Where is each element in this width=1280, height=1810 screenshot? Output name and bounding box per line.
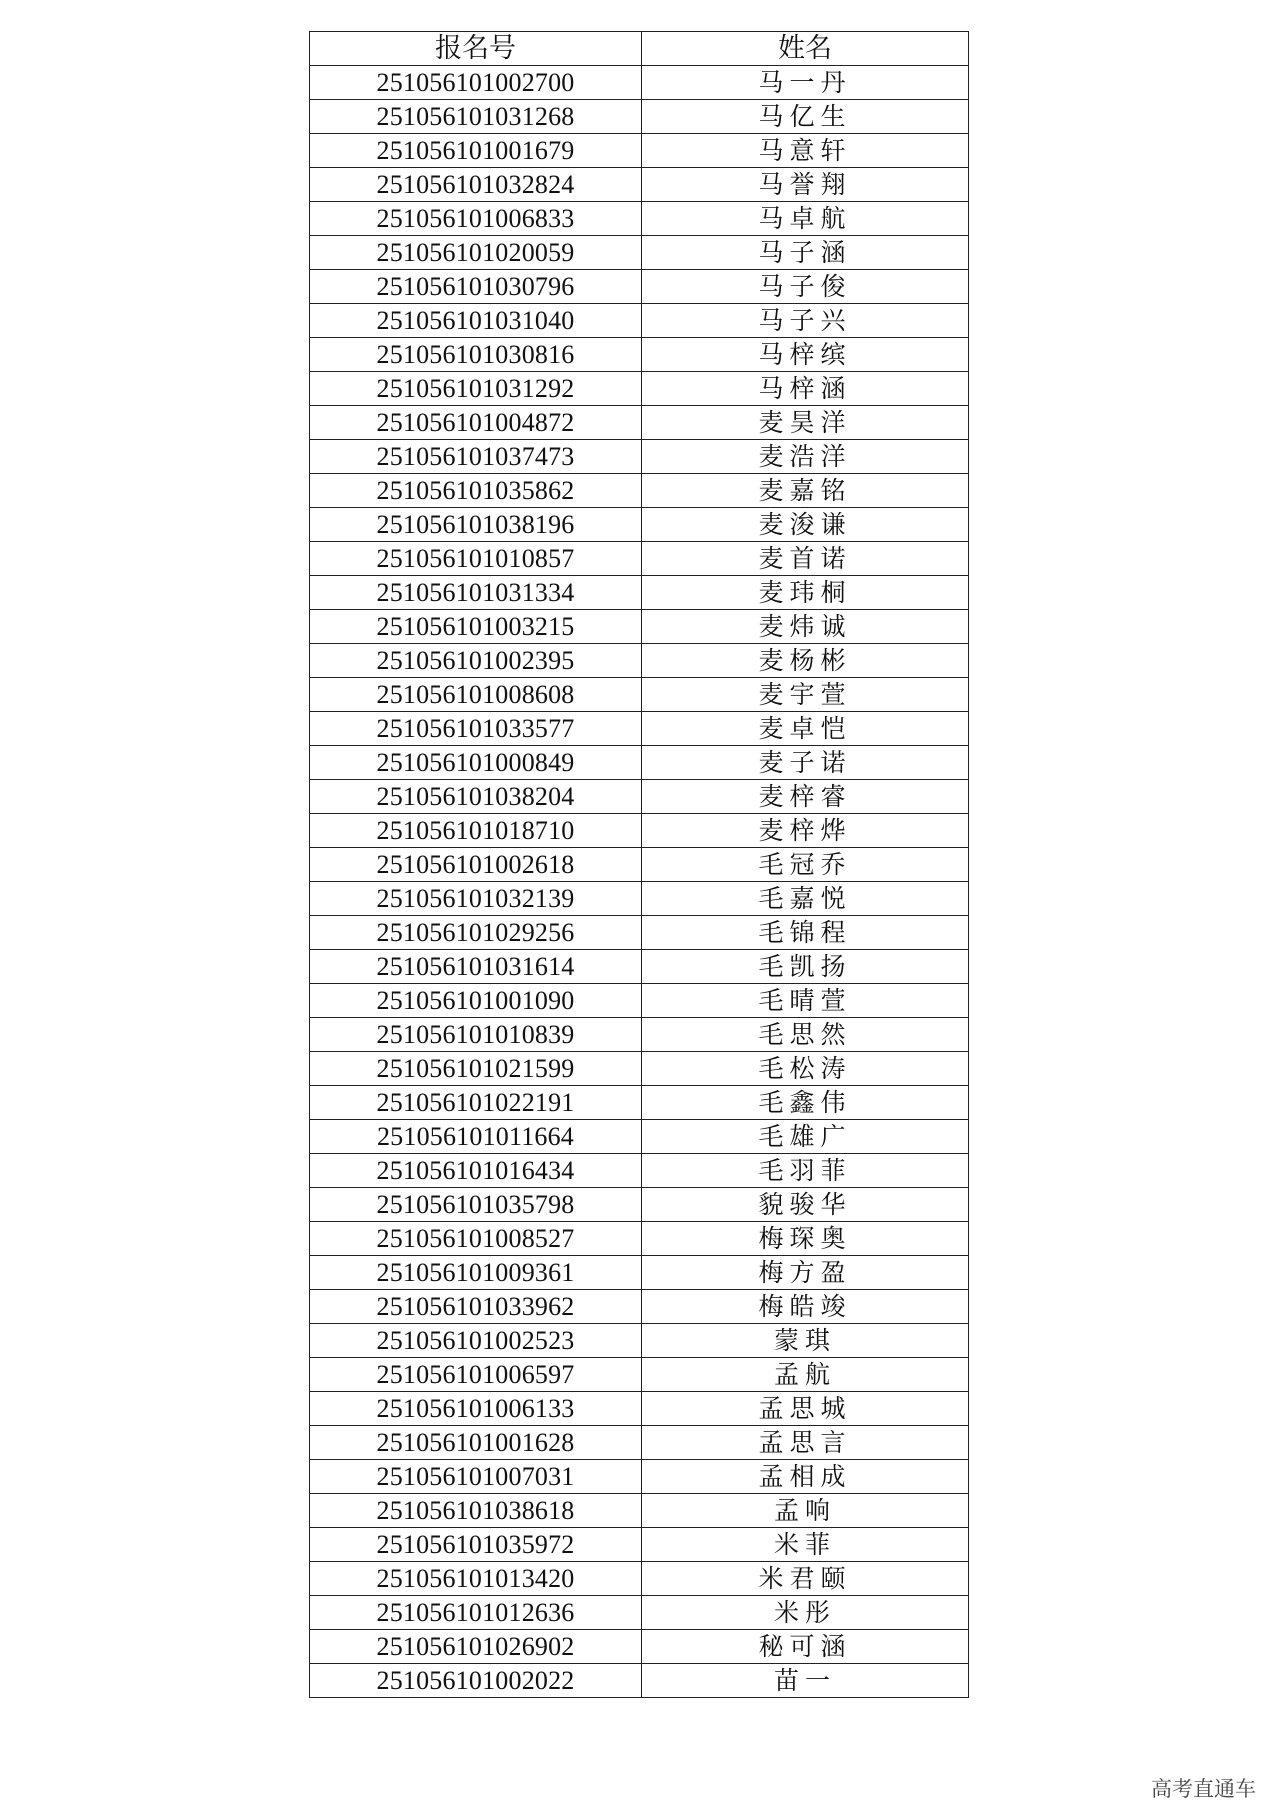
- table-row: [310, 1562, 969, 1596]
- table-row: [310, 984, 969, 1018]
- table-body: [310, 66, 969, 1698]
- name-cell: 马意轩: [642, 134, 969, 168]
- table-row: [310, 610, 969, 644]
- table-row: [310, 1154, 969, 1188]
- table-row: [310, 1120, 969, 1154]
- registration-number-cell: 251056101001628: [310, 1426, 642, 1460]
- registration-number-cell: 251056101035798: [310, 1188, 642, 1222]
- table-row: [310, 134, 969, 168]
- table-row: [310, 814, 969, 848]
- name-cell: 麦嘉铭: [642, 474, 969, 508]
- registration-number-cell: 251056101010839: [310, 1018, 642, 1052]
- table-row: [310, 338, 969, 372]
- candidate-table: [309, 31, 969, 1698]
- registration-number-cell: 251056101013420: [310, 1562, 642, 1596]
- table-row: [310, 746, 969, 780]
- name-cell: 马子涵: [642, 236, 969, 270]
- registration-number-cell: 251056101002700: [310, 66, 642, 100]
- table-row: [310, 1052, 969, 1086]
- name-cell: 毛鑫伟: [642, 1086, 969, 1120]
- registration-number-cell: 251056101000849: [310, 746, 642, 780]
- name-cell: 毛晴萱: [642, 984, 969, 1018]
- table-row: [310, 644, 969, 678]
- name-cell: 毛羽菲: [642, 1154, 969, 1188]
- registration-number-cell: 251056101007031: [310, 1460, 642, 1494]
- name-cell: 麦杨彬: [642, 644, 969, 678]
- registration-number-cell: 251056101006133: [310, 1392, 642, 1426]
- name-cell: 马子兴: [642, 304, 969, 338]
- name-cell: 苗一: [642, 1664, 969, 1698]
- name-cell: 梅琛奥: [642, 1222, 969, 1256]
- name-cell: 秘可涵: [642, 1630, 969, 1664]
- name-cell: 梅方盈: [642, 1256, 969, 1290]
- registration-number-cell: 251056101037473: [310, 440, 642, 474]
- registration-number-cell: 251056101038196: [310, 508, 642, 542]
- table-row: [310, 1426, 969, 1460]
- header-name: 姓名: [642, 32, 969, 66]
- registration-number-cell: 251056101022191: [310, 1086, 642, 1120]
- name-cell: 麦梓睿: [642, 780, 969, 814]
- table-row: [310, 202, 969, 236]
- name-cell: 毛思然: [642, 1018, 969, 1052]
- table-row: [310, 304, 969, 338]
- name-cell: 米君颐: [642, 1562, 969, 1596]
- name-cell: 毛雄广: [642, 1120, 969, 1154]
- registration-number-cell: 251056101026902: [310, 1630, 642, 1664]
- table-row: [310, 1596, 969, 1630]
- table-row: [310, 1630, 969, 1664]
- registration-number-cell: 251056101002523: [310, 1324, 642, 1358]
- name-cell: 毛冠乔: [642, 848, 969, 882]
- name-cell: 毛嘉悦: [642, 882, 969, 916]
- name-cell: 孟航: [642, 1358, 969, 1392]
- table-row: [310, 1222, 969, 1256]
- table-row: [310, 66, 969, 100]
- table-row: [310, 916, 969, 950]
- registration-number-cell: 251056101004872: [310, 406, 642, 440]
- name-cell: 蒙琪: [642, 1324, 969, 1358]
- registration-number-cell: 251056101029256: [310, 916, 642, 950]
- table-row: [310, 440, 969, 474]
- table-row: [310, 1290, 969, 1324]
- name-cell: 孟思言: [642, 1426, 969, 1460]
- table-row: [310, 678, 969, 712]
- name-cell: 麦首诺: [642, 542, 969, 576]
- table-row: [310, 712, 969, 746]
- registration-number-cell: 251056101008608: [310, 678, 642, 712]
- table-row: [310, 372, 969, 406]
- table-row: [310, 1494, 969, 1528]
- registration-number-cell: 251056101008527: [310, 1222, 642, 1256]
- registration-number-cell: 251056101006833: [310, 202, 642, 236]
- table-row: [310, 780, 969, 814]
- name-cell: 毛锦程: [642, 916, 969, 950]
- table-row: [310, 236, 969, 270]
- name-cell: 麦炜诚: [642, 610, 969, 644]
- registration-number-cell: 251056101031334: [310, 576, 642, 610]
- name-cell: 马一丹: [642, 66, 969, 100]
- registration-number-cell: 251056101021599: [310, 1052, 642, 1086]
- registration-number-cell: 251056101001679: [310, 134, 642, 168]
- registration-number-cell: 251056101031040: [310, 304, 642, 338]
- registration-number-cell: 251056101003215: [310, 610, 642, 644]
- name-cell: 马梓涵: [642, 372, 969, 406]
- name-cell: 马梓缤: [642, 338, 969, 372]
- registration-number-cell: 251056101030816: [310, 338, 642, 372]
- registration-number-cell: 251056101016434: [310, 1154, 642, 1188]
- name-cell: 麦昊洋: [642, 406, 969, 440]
- registration-number-cell: 251056101002022: [310, 1664, 642, 1698]
- name-cell: 马卓航: [642, 202, 969, 236]
- registration-number-cell: 251056101012636: [310, 1596, 642, 1630]
- registration-number-cell: 251056101002395: [310, 644, 642, 678]
- name-cell: 米彤: [642, 1596, 969, 1630]
- name-cell: 麦宇萱: [642, 678, 969, 712]
- table-row: [310, 1018, 969, 1052]
- name-cell: 孟响: [642, 1494, 969, 1528]
- name-cell: 米菲: [642, 1528, 969, 1562]
- table-row: [310, 848, 969, 882]
- registration-number-cell: 251056101035862: [310, 474, 642, 508]
- table-row: [310, 1528, 969, 1562]
- table-row: [310, 1664, 969, 1698]
- table-row: [310, 270, 969, 304]
- registration-number-cell: 251056101018710: [310, 814, 642, 848]
- name-cell: 孟相成: [642, 1460, 969, 1494]
- name-cell: 麦浩洋: [642, 440, 969, 474]
- registration-number-cell: 251056101020059: [310, 236, 642, 270]
- table-row: [310, 1188, 969, 1222]
- registration-number-cell: 251056101031292: [310, 372, 642, 406]
- table-row: [310, 1256, 969, 1290]
- watermark-text: 高考直通车: [1151, 1777, 1256, 1801]
- registration-number-cell: 251056101033962: [310, 1290, 642, 1324]
- registration-number-cell: 251056101002618: [310, 848, 642, 882]
- table-row: [310, 950, 969, 984]
- table-row: [310, 576, 969, 610]
- table-row: [310, 1358, 969, 1392]
- name-cell: 马亿生: [642, 100, 969, 134]
- table-row: [310, 882, 969, 916]
- table-row: [310, 1392, 969, 1426]
- name-cell: 麦卓恺: [642, 712, 969, 746]
- table-row: [310, 1086, 969, 1120]
- name-cell: 马子俊: [642, 270, 969, 304]
- registration-number-cell: 251056101031614: [310, 950, 642, 984]
- registration-number-cell: 251056101030796: [310, 270, 642, 304]
- registration-number-cell: 251056101033577: [310, 712, 642, 746]
- table-row: [310, 1324, 969, 1358]
- name-cell: 梅皓竣: [642, 1290, 969, 1324]
- registration-number-cell: 251056101032824: [310, 168, 642, 202]
- registration-number-cell: 251056101011664: [310, 1120, 642, 1154]
- table-row: [310, 100, 969, 134]
- name-cell: 麦子诺: [642, 746, 969, 780]
- name-cell: 麦玮桐: [642, 576, 969, 610]
- name-cell: 貌骏华: [642, 1188, 969, 1222]
- table-header-row: [310, 32, 969, 66]
- registration-number-cell: 251056101006597: [310, 1358, 642, 1392]
- table-row: [310, 406, 969, 440]
- registration-number-cell: 251056101010857: [310, 542, 642, 576]
- name-cell: 孟思城: [642, 1392, 969, 1426]
- registration-number-cell: 251056101038618: [310, 1494, 642, 1528]
- table-row: [310, 508, 969, 542]
- table-row: [310, 542, 969, 576]
- table-row: [310, 1460, 969, 1494]
- name-cell: 麦浚谦: [642, 508, 969, 542]
- registration-number-cell: 251056101001090: [310, 984, 642, 1018]
- name-cell: 麦梓烨: [642, 814, 969, 848]
- registration-number-cell: 251056101035972: [310, 1528, 642, 1562]
- header-registration-number: 报名号: [310, 32, 642, 66]
- table-row: [310, 474, 969, 508]
- name-cell: 毛凯扬: [642, 950, 969, 984]
- registration-number-cell: 251056101031268: [310, 100, 642, 134]
- registration-number-cell: 251056101032139: [310, 882, 642, 916]
- name-cell: 马誉翔: [642, 168, 969, 202]
- registration-number-cell: 251056101009361: [310, 1256, 642, 1290]
- name-cell: 毛松涛: [642, 1052, 969, 1086]
- table-row: [310, 168, 969, 202]
- registration-number-cell: 251056101038204: [310, 780, 642, 814]
